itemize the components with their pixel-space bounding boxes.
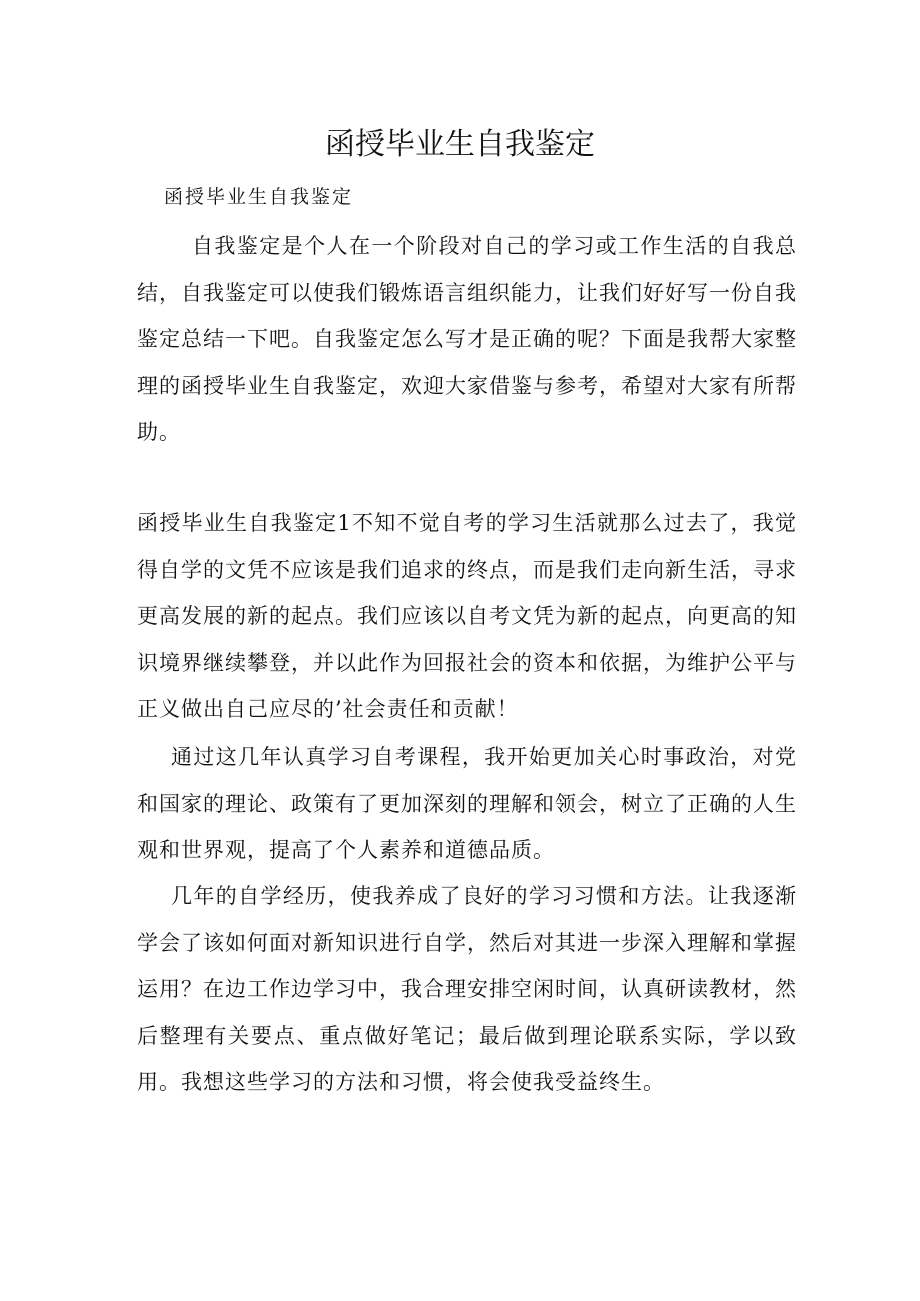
paragraph-1: 函授毕业生自我鉴定1不知不觉自考的学习生活就那么过去了，我觉得自学的文凭不应该是我们追求的终点，而是我们走向新生活，寻求更高发展的新的起点。我们应该以自考文凭为新的起点，向更高的知识境界继续攀登，并以此作为回报社会的资本和依据，为维护公平与正义做出自己应尽的’社会责任和贡献！	[137, 511, 797, 721]
paragraph-3: 几年的自学经历，使我养成了良好的学习习惯和方法。让我逐渐学会了该如何面对新知识进行自学，然后对其进一步深入理解和掌握运用？在边工作边学习中，我合理安排空闲时间，认真研读教材，然后整理有关要点、重点做好笔记；最后做到理论联系实际，学以致用。我想这些学习的方法和习惯，将会使我受益终生。	[137, 884, 797, 1094]
paragraph-2: 通过这几年认真学习自考课程，我开始更加关心时事政治，对党和国家的理论、政策有了更加深刻的理解和领会，树立了正确的人生观和世界观，提高了个人素养和道德品质。	[137, 745, 797, 862]
intro-paragraph: 自我鉴定是个人在一个阶段对自己的学习或工作生活的自我总结，自我鉴定可以使我们锻炼语言组织能力，让我们好好写一份自我鉴定总结一下吧。自我鉴定怎么写才是正确的呢？下面是我帮大家整理的函授毕业生自我鉴定，欢迎大家借鉴与参考，希望对大家有所帮助。	[137, 234, 797, 444]
document-title: 函授毕业生自我鉴定	[325, 127, 595, 162]
document-subtitle: 函授毕业生自我鉴定	[164, 186, 354, 208]
